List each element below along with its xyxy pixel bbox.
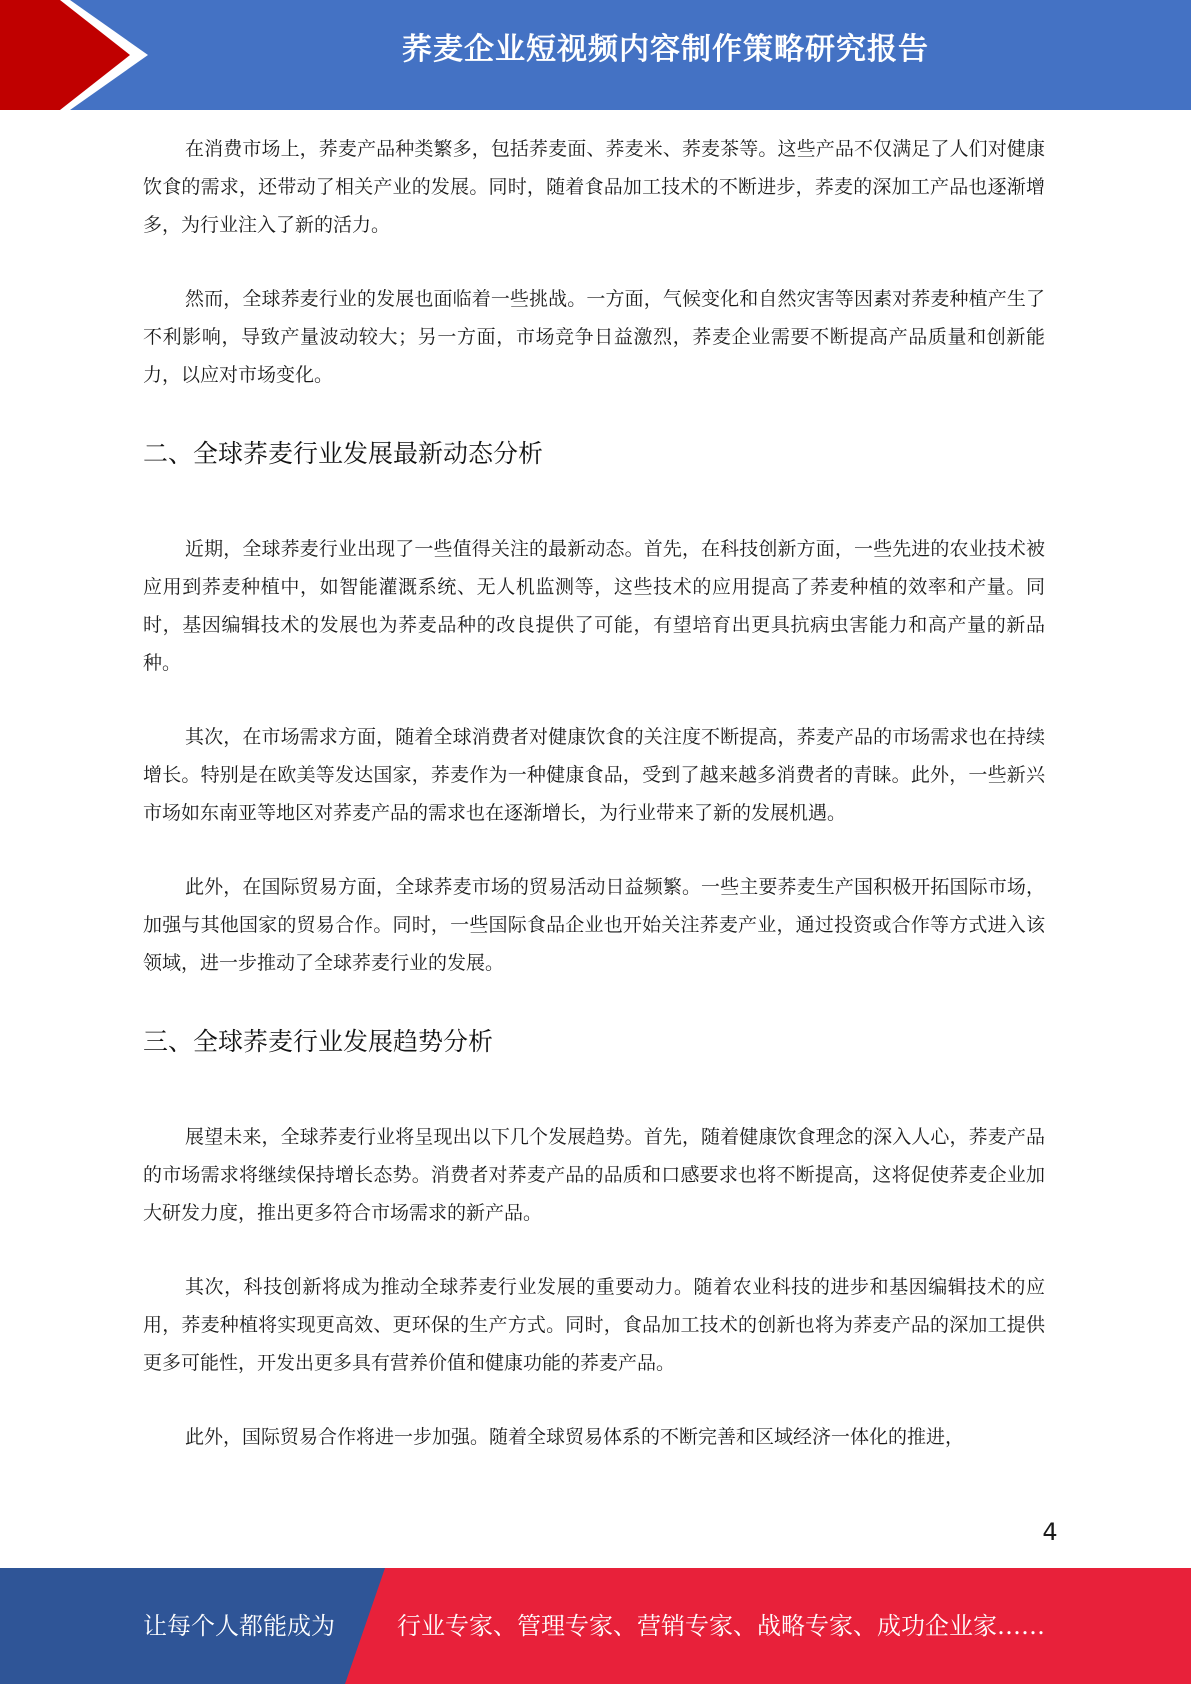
section-heading: 二、全球荞麦行业发展最新动态分析 bbox=[143, 439, 544, 468]
paragraph: 在消费市场上，荞麦产品种类繁多，包括荞麦面、荞麦米、荞麦茶等。这些产品不仅满足了人们对健康饮食的需求，还带动了相关产业的发展。同时，随着食品加工技术的不断进步，荞麦的深加工产品也逐渐增多，为行业注入了新的活力。 bbox=[143, 138, 1045, 236]
footer-slogan-right: 行业专家、管理专家、营销专家、战略专家、成功企业家…… bbox=[397, 1612, 1045, 1640]
paragraph: 展望未来，全球荞麦行业将呈现出以下几个发展趋势。首先，随着健康饮食理念的深入人心，荞麦产品的市场需求将继续保持增长态势。消费者对荞麦产品的品质和口感要求也将不断提高，这将促使荞麦企业加大研发力度，推出更多符合市场需求的新产品。 bbox=[143, 1126, 1045, 1224]
paragraph: 其次，在市场需求方面，随着全球消费者对健康饮食的关注度不断提高，荞麦产品的市场需求也在持续增长。特别是在欧美等发达国家，荞麦作为一种健康食品，受到了越来越多消费者的青睐。此外，一些新兴市场如东南亚等地区对荞麦产品的需求也在逐渐增长，为行业带来了新的发展机遇。 bbox=[143, 726, 1045, 824]
page-footer bbox=[0, 1568, 1191, 1684]
header-arrow-decoration bbox=[0, 0, 160, 110]
page-header bbox=[0, 0, 1191, 110]
paragraph: 然而，全球荞麦行业的发展也面临着一些挑战。一方面，气候变化和自然灾害等因素对荞麦种植产生了不利影响，导致产量波动较大；另一方面，市场竞争日益激烈，荞麦企业需要不断提高产品质量和创新能力，以应对市场变化。 bbox=[143, 288, 1045, 386]
paragraph: 此外，国际贸易合作将进一步加强。随着全球贸易体系的不断完善和区域经济一体化的推进， bbox=[185, 1426, 965, 1448]
paragraph: 近期，全球荞麦行业出现了一些值得关注的最新动态。首先，在科技创新方面，一些先进的农业技术被应用到荞麦种植中，如智能灌溉系统、无人机监测等，这些技术的应用提高了荞麦种植的效率和产量。同时，基因编辑技术的发展也为荞麦品种的改良提供了可能，有望培育出更具抗病虫害能力和高产量的新品种。 bbox=[143, 538, 1045, 674]
document-body bbox=[143, 130, 1045, 1492]
paragraph: 其次，科技创新将成为推动全球荞麦行业发展的重要动力。随着农业科技的进步和基因编辑技术的应用，荞麦种植将实现更高效、更环保的生产方式。同时，食品加工技术的创新也将为荞麦产品的深加工提供更多可能性，开发出更多具有营养价值和健康功能的荞麦产品。 bbox=[143, 1276, 1045, 1374]
footer-slogan-left: 让每个人都能成为 bbox=[143, 1612, 335, 1640]
page-number: 4 bbox=[1042, 1518, 1058, 1546]
report-title: 荞麦企业短视频内容制作策略研究报告 bbox=[402, 32, 929, 67]
section-heading: 三、全球荞麦行业发展趋势分析 bbox=[143, 1027, 494, 1056]
paragraph: 此外，在国际贸易方面，全球荞麦市场的贸易活动日益频繁。一些主要荞麦生产国积极开拓国际市场，加强与其他国家的贸易合作。同时，一些国际食品企业也开始关注荞麦产业，通过投资或合作等方式进入该领域，进一步推动了全球荞麦行业的发展。 bbox=[143, 876, 1045, 974]
